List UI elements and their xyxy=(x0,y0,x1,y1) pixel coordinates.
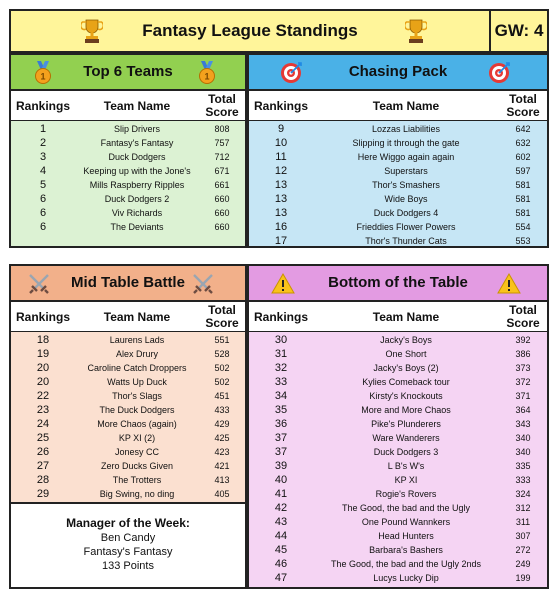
rank-cell: 18 xyxy=(36,334,50,346)
col-team-name: Team Name xyxy=(372,309,440,324)
table-row xyxy=(11,333,245,347)
rank-cell: 13 xyxy=(274,193,288,205)
rank-cell: 29 xyxy=(36,488,50,500)
rank-cell: 27 xyxy=(36,460,50,472)
score-cell: 660 xyxy=(214,194,230,204)
rank-cell: 30 xyxy=(274,334,288,346)
team-name-cell: Superstars xyxy=(384,166,428,176)
table-row xyxy=(249,178,547,192)
score-cell: 324 xyxy=(515,489,531,499)
table-row xyxy=(11,206,245,220)
bottom-table-title: Bottom of the Table xyxy=(328,274,468,291)
team-name-cell: Jacky's Boys xyxy=(380,335,432,345)
rank-cell: 6 xyxy=(39,221,47,233)
team-name-cell: Head Hunters xyxy=(378,531,434,541)
col-rankings: Rankings xyxy=(15,98,70,113)
rank-cell: 43 xyxy=(274,516,288,528)
table-row xyxy=(11,122,245,136)
score-cell: 199 xyxy=(515,573,531,583)
score-cell: 581 xyxy=(515,194,531,204)
chasing-column-header xyxy=(249,91,547,121)
score-cell: 335 xyxy=(515,461,531,471)
rank-cell: 37 xyxy=(274,446,288,458)
team-name-cell: Watts Up Duck xyxy=(107,377,167,387)
target-icon xyxy=(487,61,511,85)
team-name-cell: Kylies Comeback tour xyxy=(362,377,450,387)
rank-cell: 35 xyxy=(274,404,288,416)
team-name-cell: KP XI xyxy=(394,475,418,485)
score-cell: 660 xyxy=(214,222,230,232)
svg-text:1: 1 xyxy=(40,71,46,82)
rank-cell: 46 xyxy=(274,558,288,570)
rank-cell: 24 xyxy=(36,418,50,430)
score-cell: 413 xyxy=(214,475,230,485)
table-row xyxy=(249,417,547,431)
col-total-score: Total Score xyxy=(506,303,540,330)
team-name-cell: Big Swing, no ding xyxy=(99,489,175,499)
score-cell: 425 xyxy=(214,433,230,443)
score-cell: 433 xyxy=(214,405,230,415)
team-name-cell: Fantasy's Fantasy xyxy=(100,138,174,148)
rank-cell: 2 xyxy=(39,137,47,149)
team-name-cell: The Good, the bad and the Ugly xyxy=(341,503,471,513)
rank-cell: 20 xyxy=(36,376,50,388)
team-name-cell: Zero Ducks Given xyxy=(100,461,174,471)
table-row xyxy=(11,403,245,417)
score-cell: 632 xyxy=(515,138,531,148)
manager-of-week-panel xyxy=(9,502,247,589)
table-row xyxy=(11,361,245,375)
team-name-cell: Here Wiggo again again xyxy=(357,152,455,162)
score-cell: 581 xyxy=(515,208,531,218)
team-name-cell: Mills Raspberry Ripples xyxy=(89,180,185,190)
top6-column-header xyxy=(11,91,245,121)
score-cell: 340 xyxy=(515,433,531,443)
rank-cell: 32 xyxy=(274,362,288,374)
team-name-cell: Wide Boys xyxy=(384,194,428,204)
score-cell: 372 xyxy=(515,377,531,387)
table-row xyxy=(249,192,547,206)
chasing-panel xyxy=(247,53,549,248)
score-cell: 307 xyxy=(515,531,531,541)
team-name-cell: The Trotters xyxy=(112,475,162,485)
rank-cell: 13 xyxy=(274,179,288,191)
table-row xyxy=(11,192,245,206)
table-row xyxy=(249,375,547,389)
mid-table-rows xyxy=(11,333,245,501)
table-row xyxy=(249,571,547,585)
col-rankings: Rankings xyxy=(15,309,70,324)
page-title: Fantasy League Standings xyxy=(142,21,358,40)
team-name-cell: More Chaos (again) xyxy=(97,419,177,429)
top6-header xyxy=(11,55,245,91)
rank-cell: 6 xyxy=(39,207,47,219)
rank-cell: 16 xyxy=(274,221,288,233)
rank-cell: 25 xyxy=(36,432,50,444)
team-name-cell: Duck Dodgers xyxy=(108,152,166,162)
table-row xyxy=(249,361,547,375)
team-name-cell: Lucys Lucky Dip xyxy=(373,573,439,583)
table-row xyxy=(11,136,245,150)
rank-cell: 3 xyxy=(39,151,47,163)
team-name-cell: One Pound Wannkers xyxy=(361,517,451,527)
mid-table-header xyxy=(11,266,245,302)
table-row xyxy=(249,459,547,473)
chasing-header xyxy=(249,55,547,91)
score-cell: 371 xyxy=(515,391,531,401)
score-cell: 502 xyxy=(214,363,230,373)
score-cell: 343 xyxy=(515,419,531,429)
table-row xyxy=(11,375,245,389)
team-name-cell: Thor's Thunder Cats xyxy=(365,236,447,246)
table-row xyxy=(11,473,245,487)
rank-cell: 28 xyxy=(36,474,50,486)
table-row xyxy=(11,150,245,164)
score-cell: 451 xyxy=(214,391,230,401)
table-row xyxy=(249,389,547,403)
team-name-cell: Viv Richards xyxy=(111,208,163,218)
table-row xyxy=(11,220,245,234)
score-cell: 421 xyxy=(214,461,230,471)
rank-cell: 1 xyxy=(39,123,47,135)
crossed-swords-icon xyxy=(191,272,215,296)
col-team-name: Team Name xyxy=(103,309,171,324)
team-name-cell: Duck Dodgers 2 xyxy=(104,194,170,204)
rank-cell: 36 xyxy=(274,418,288,430)
score-cell: 502 xyxy=(214,377,230,387)
table-row xyxy=(249,403,547,417)
score-cell: 340 xyxy=(515,447,531,457)
chasing-title: Chasing Pack xyxy=(348,63,448,80)
manager-team: Fantasy's Fantasy xyxy=(83,546,173,558)
rank-cell: 47 xyxy=(274,572,288,584)
table-row xyxy=(249,543,547,557)
team-name-cell: Duck Dodgers 4 xyxy=(373,208,439,218)
rank-cell: 31 xyxy=(274,348,288,360)
rank-cell: 42 xyxy=(274,502,288,514)
score-cell: 551 xyxy=(214,335,230,345)
col-total-score: Total Score xyxy=(205,303,239,330)
team-name-cell: Jonesy CC xyxy=(114,447,159,457)
rank-cell: 10 xyxy=(274,137,288,149)
score-cell: 333 xyxy=(515,475,531,485)
table-row xyxy=(11,487,245,501)
col-rankings: Rankings xyxy=(253,98,308,113)
team-name-cell: Thor's Smashers xyxy=(372,180,440,190)
rank-cell: 45 xyxy=(274,544,288,556)
table-row xyxy=(249,347,547,361)
bottom-table-header xyxy=(249,266,547,302)
rank-cell: 41 xyxy=(274,488,288,500)
team-name-cell: Duck Dodgers 3 xyxy=(373,447,439,457)
score-cell: 642 xyxy=(515,124,531,134)
rank-cell: 26 xyxy=(36,446,50,458)
table-row xyxy=(249,136,547,150)
team-name-cell: Kirsty's Knockouts xyxy=(369,391,443,401)
bottom-table-panel xyxy=(247,264,549,589)
table-row xyxy=(11,431,245,445)
mid-table-panel xyxy=(9,264,247,504)
table-row xyxy=(249,529,547,543)
score-cell: 661 xyxy=(214,180,230,190)
manager-name: Ben Candy xyxy=(100,532,156,544)
score-cell: 553 xyxy=(515,236,531,246)
rank-cell: 37 xyxy=(274,432,288,444)
rank-cell: 33 xyxy=(274,376,288,388)
score-cell: 757 xyxy=(214,138,230,148)
table-row xyxy=(249,431,547,445)
team-name-cell: The Deviants xyxy=(110,222,164,232)
rank-cell: 22 xyxy=(36,390,50,402)
table-row xyxy=(11,417,245,431)
score-cell: 660 xyxy=(214,208,230,218)
col-total-score: Total Score xyxy=(506,92,540,119)
table-row xyxy=(249,150,547,164)
score-cell: 386 xyxy=(515,349,531,359)
table-row xyxy=(249,234,547,248)
team-name-cell: Barbara's Bashers xyxy=(369,545,443,555)
score-cell: 554 xyxy=(515,222,531,232)
team-name-cell: Caroline Catch Droppers xyxy=(87,363,187,373)
rank-cell: 12 xyxy=(274,165,288,177)
table-row xyxy=(249,333,547,347)
team-name-cell: Ware Wanderers xyxy=(372,433,440,443)
score-cell: 249 xyxy=(515,559,531,569)
bottom-table-rows xyxy=(249,333,547,585)
top6-rows xyxy=(11,122,245,234)
team-name-cell: Pike's Plunderers xyxy=(371,419,441,429)
team-name-cell: More and More Chaos xyxy=(361,405,451,415)
rank-cell: 23 xyxy=(36,404,50,416)
team-name-cell: Thor's Slags xyxy=(112,391,162,401)
score-cell: 423 xyxy=(214,447,230,457)
rank-cell: 9 xyxy=(277,123,285,135)
rank-cell: 17 xyxy=(274,235,288,247)
table-row xyxy=(11,178,245,192)
col-team-name: Team Name xyxy=(103,98,171,113)
score-cell: 311 xyxy=(515,517,531,527)
score-cell: 312 xyxy=(515,503,531,513)
title-bar xyxy=(9,9,549,53)
top6-panel xyxy=(9,53,247,248)
table-row xyxy=(249,122,547,136)
manager-points: 133 Points xyxy=(102,560,154,572)
score-cell: 364 xyxy=(515,405,531,415)
rank-cell: 5 xyxy=(39,179,47,191)
rank-cell: 13 xyxy=(274,207,288,219)
score-cell: 602 xyxy=(515,152,531,162)
table-row xyxy=(11,459,245,473)
team-name-cell: Lozzas Liabilities xyxy=(371,124,441,134)
team-name-cell: Alex Drury xyxy=(115,349,158,359)
score-cell: 597 xyxy=(515,166,531,176)
bottom-table-column-header xyxy=(249,302,547,332)
team-name-cell: One Short xyxy=(385,349,427,359)
score-cell: 392 xyxy=(515,335,531,345)
table-row xyxy=(249,501,547,515)
table-row xyxy=(11,445,245,459)
table-row xyxy=(249,473,547,487)
rank-cell: 4 xyxy=(39,165,47,177)
table-row xyxy=(249,220,547,234)
table-row xyxy=(11,389,245,403)
team-name-cell: Slip Drivers xyxy=(113,124,160,134)
mid-table-title: Mid Table Battle xyxy=(71,274,185,291)
table-row xyxy=(249,515,547,529)
score-cell: 671 xyxy=(214,166,230,176)
table-row xyxy=(11,164,245,178)
rank-cell: 40 xyxy=(274,474,288,486)
medal-icon xyxy=(195,61,219,85)
table-row xyxy=(11,347,245,361)
rank-cell: 34 xyxy=(274,390,288,402)
col-team-name: Team Name xyxy=(372,98,440,113)
team-name-cell: The Duck Dodgers xyxy=(99,405,175,415)
table-row xyxy=(249,164,547,178)
team-name-cell: KP XI (2) xyxy=(118,433,156,443)
team-name-cell: Keeping up with the Jone's xyxy=(83,166,191,176)
rank-cell: 11 xyxy=(275,151,287,163)
warning-icon xyxy=(497,272,521,296)
score-cell: 528 xyxy=(214,349,230,359)
score-cell: 429 xyxy=(214,419,230,429)
rank-cell: 6 xyxy=(39,193,47,205)
score-cell: 272 xyxy=(515,545,531,555)
rank-cell: 20 xyxy=(36,362,50,374)
team-name-cell: Jacky's Boys (2) xyxy=(373,363,439,373)
score-cell: 712 xyxy=(214,152,230,162)
table-row xyxy=(249,557,547,571)
rank-cell: 44 xyxy=(274,530,288,542)
score-cell: 405 xyxy=(214,489,230,499)
trophy-icon xyxy=(405,18,427,44)
team-name-cell: Laurens Lads xyxy=(109,335,165,345)
score-cell: 808 xyxy=(214,124,230,134)
chasing-rows xyxy=(249,122,547,248)
team-name-cell: Frieddies Flower Powers xyxy=(356,222,456,232)
manager-of-week-title: Manager of the Week: xyxy=(66,516,190,530)
svg-text:1: 1 xyxy=(204,71,210,82)
table-row xyxy=(249,487,547,501)
col-rankings: Rankings xyxy=(253,309,308,324)
team-name-cell: The Good, the bad and the Ugly 2nds xyxy=(330,559,482,569)
team-name-cell: L B's W's xyxy=(387,461,425,471)
top6-title: Top 6 Teams xyxy=(83,63,173,80)
table-row xyxy=(249,445,547,459)
rank-cell: 19 xyxy=(36,348,50,360)
team-name-cell: Slipping it through the gate xyxy=(352,138,460,148)
rank-cell: 39 xyxy=(274,460,288,472)
col-total-score: Total Score xyxy=(205,92,239,119)
team-name-cell: Rogie's Rovers xyxy=(375,489,437,499)
score-cell: 373 xyxy=(515,363,531,373)
gameweek-label: GW: 4 xyxy=(494,21,544,40)
score-cell: 581 xyxy=(515,180,531,190)
mid-table-column-header xyxy=(11,302,245,332)
table-row xyxy=(249,206,547,220)
